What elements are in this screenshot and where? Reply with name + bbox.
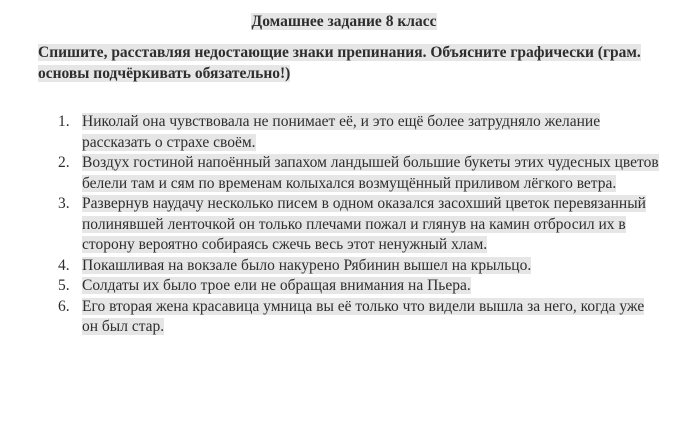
exercise-item-1	[0, 112, 688, 153]
task-instruction-text: Спишите, расставляя недостающие знаки препинания. Объясните графически (грам. основы подчёркивать обязательно!)	[38, 44, 641, 82]
exercise-item-5	[0, 276, 688, 297]
exercise-sentence: Покашливая на вокзале было накурено Рябинин вышел на крыльцо.	[82, 256, 532, 274]
exercise-sentence: Воздух гостиной напоённый запахом ландышей большие букеты этих чудесных цветов белели там и сям по временам колыхался возмущённый приливом лёгкого ветра.	[82, 154, 659, 192]
exercise-number: 5.	[58, 277, 70, 294]
exercise-sentence: Солдаты их было трое ели не обращая внимания на Пьера.	[82, 277, 471, 294]
exercise-number: 1.	[58, 113, 70, 130]
exercise-number: 2.	[58, 154, 70, 171]
exercise-item-4	[0, 256, 688, 277]
task-instruction	[38, 42, 678, 84]
exercise-item-2	[0, 153, 688, 194]
exercise-number: 6.	[58, 297, 70, 315]
exercise-item-6	[0, 297, 688, 338]
document-title	[0, 13, 688, 31]
exercise-list	[0, 112, 688, 338]
document-title-text: Домашнее задание 8 класс	[251, 13, 437, 30]
exercise-sentence: Его вторая жена красавица умница вы её только что видели вышла за него, когда уже он был стар.	[82, 297, 645, 335]
exercise-number: 3.	[58, 195, 70, 212]
exercise-sentence: Николай она чувствовала не понимает её, и это ещё более затрудняло желание рассказать о страхе своём.	[82, 113, 601, 151]
exercise-item-3	[0, 194, 688, 256]
exercise-number: 4.	[58, 256, 70, 274]
exercise-sentence: Развернув наудачу несколько писем в одном оказался засохший цветок перевязанный полинявшей ленточкой он только плечами пожал и глянув на камин отбросил их в сторону вероятно собираясь сжечь весь этот ненужный хлам.	[82, 195, 646, 253]
